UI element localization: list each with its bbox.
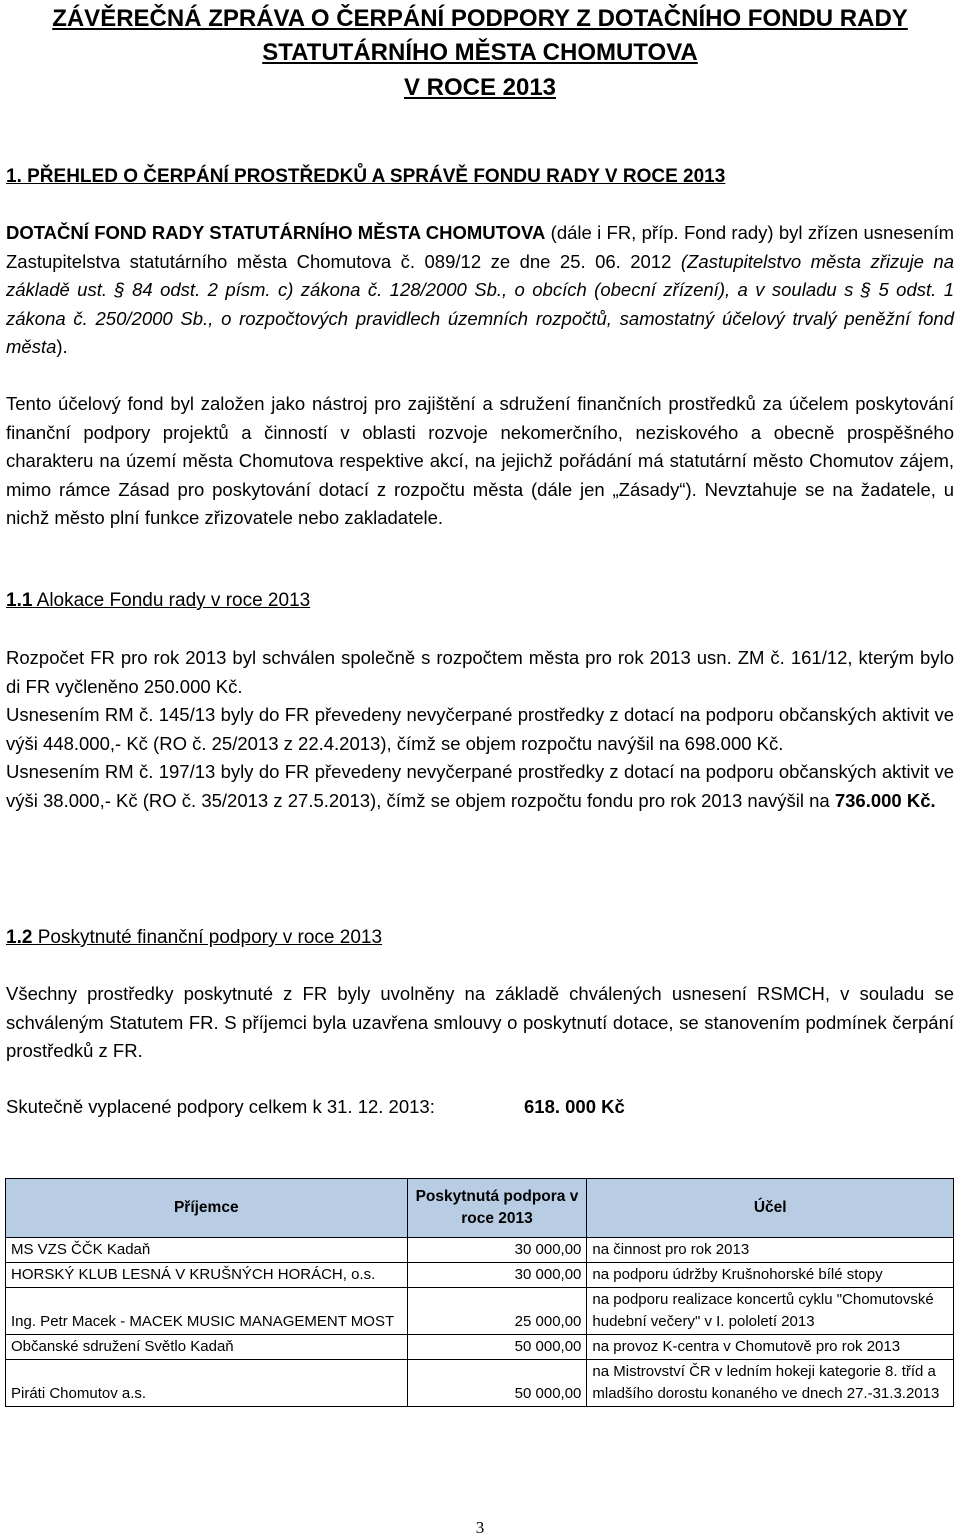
header-recipient: Příjemce <box>6 1179 408 1238</box>
cell-purpose: na Mistrovství ČR v ledním hokeji kategorie 8. tříd a mladšího dorostu konaného ve dnech 27.-31.3.2013 <box>587 1360 954 1407</box>
header-amount: Poskytnutá podpora v roce 2013 <box>407 1179 587 1238</box>
page-number: 3 <box>475 1518 485 1537</box>
total-paid-label: Skutečně vyplacené podpory celkem k 31. 12. 2013: <box>6 1096 435 1117</box>
cell-recipient: Ing. Petr Macek - MACEK MUSIC MANAGEMENT MOST <box>6 1288 408 1335</box>
section-1-1-heading: 1.1 Alokace Fondu rady v roce 2013 <box>6 590 311 611</box>
section-1-heading: 1. PŘEHLED O ČERPÁNÍ PROSTŘEDKŮ A SPRÁVĚ FONDU RADY V ROCE 2013 <box>6 166 726 187</box>
allocation-total: 736.000 Kč. <box>834 789 936 811</box>
table-row <box>6 1360 954 1407</box>
allocation-transfer-2: Usnesením RM č. 197/13 byly do FR převedeny nevyčerpané prostředky z dotací na podporu občanských aktivit ve výši 38.000,- Kč (RO č. 35/2013 z 27.5.2013), čímž se objem rozpočtu fondu pro rok 2013 navýšil na 736.000 Kč. <box>6 761 954 811</box>
cell-recipient: MS VZS ČČK Kadaň <box>6 1238 408 1263</box>
table-header-row <box>6 1179 954 1238</box>
allocation-budget: Rozpočet FR pro rok 2013 byl schválen společně s rozpočtem města pro rok 2013 usn. ZM č. 161/12, kterým bylo di FR vyčleněno 250.000 Kč. <box>6 647 954 697</box>
cell-recipient: Piráti Chomutov a.s. <box>6 1360 408 1407</box>
table-row <box>6 1335 954 1360</box>
cell-purpose: na provoz K-centra v Chomutově pro rok 2013 <box>587 1335 954 1360</box>
cell-recipient: Občanské sdružení Světlo Kadaň <box>6 1335 408 1360</box>
cell-amount: 30 000,00 <box>407 1263 587 1288</box>
allocation-paragraph <box>6 644 954 815</box>
purpose-paragraph: Tento účelový fond byl založen jako nástroj pro zajištění a sdružení finančních prostředků za účelem poskytování finanční podpory projektů a činností v oblasti rozvoje nekomerčního, neziskového a obecně prospěšného charakteru na území města Chomutova respektive akcí, na jejichž pořádání má statutární město Chomutov zájem, mimo rámce Zásad pro poskytování dotací z rozpočtu města (dále jen „Zásady“). Nevztahuje se na žadatele, u nichž město plní funkce zřizovatele nebo zakladatele. <box>6 393 954 528</box>
intro-text: (dále i FR, příp. Fond rady) byl zřízen usnesením Zastupitelstva statutárního města Chomutova č. 089/12 ze dne 25. 06. 2012 <box>6 222 954 272</box>
cell-purpose: na podporu údržby Krušnohorské bílé stopy <box>587 1263 954 1288</box>
cell-recipient: HORSKÝ KLUB LESNÁ V KRUŠNÝCH HORÁCH, o.s. <box>6 1263 408 1288</box>
total-paid-value: 618. 000 Kč <box>524 1096 625 1117</box>
intro-legal-basis: (Zastupitelstvo města zřizuje na základě ust. § 84 odst. 2 písm. c) zákona č. 128/2000 Sb., o obcích (obecní zřízení), a v souladu s § 5 odst. 1 zákona č. 250/2000 Sb., o rozpočtových pravidlech územních rozpočtů, samostatný účelový trvalý peněžní fond města <box>6 250 954 357</box>
intro-paragraph: DOTAČNÍ FOND RADY STATUTÁRNÍHO MĚSTA CHOMUTOVA (dále i FR, příp. Fond rady) byl zřízen usnesením Zastupitelstva statutárního města Chomutova č. 089/12 ze dne 25. 06. 2012 (Zastupitelstvo města zřizuje na základě ust. § 84 odst. 2 písm. c) zákona č. 128/2000 Sb., o obcích (obecní zřízení), a v souladu s § 5 odst. 1 zákona č. 250/2000 Sb., o rozpočtových pravidlech územních rozpočtů, samostatný účelový trvalý peněžní fond města). <box>6 222 954 357</box>
grants-table <box>5 1178 954 1407</box>
cell-purpose: na podporu realizace koncertů cyklu "Chomutovské hudební večery" v I. pololetí 2013 <box>587 1288 954 1335</box>
total-paid <box>6 1096 906 1118</box>
allocation-transfer-1: Usnesením RM č. 145/13 byly do FR převedeny nevyčerpané prostředky z dotací na podporu občanských aktivit ve výši 448.000,- Kč (RO č. 25/2013 z 22.4.2013), čímž se objem rozpočtu navýšil na 698.000 Kč. <box>6 704 954 754</box>
fund-name: DOTAČNÍ FOND RADY STATUTÁRNÍHO MĚSTA CHOMUTOVA <box>6 222 546 243</box>
cell-amount: 50 000,00 <box>407 1335 587 1360</box>
cell-amount: 25 000,00 <box>407 1288 587 1335</box>
report-title-line-2: STATUTÁRNÍHO MĚSTA CHOMUTOVA <box>262 39 698 66</box>
cell-amount: 30 000,00 <box>407 1238 587 1263</box>
cell-amount: 50 000,00 <box>407 1360 587 1407</box>
table-row <box>6 1263 954 1288</box>
header-purpose: Účel <box>587 1179 954 1238</box>
table-row <box>6 1238 954 1263</box>
cell-purpose: na činnost pro rok 2013 <box>587 1238 954 1263</box>
table-row <box>6 1288 954 1335</box>
section-1-2-heading: 1.2 Poskytnuté finanční podpory v roce 2013 <box>6 927 383 948</box>
grants-paragraph: Všechny prostředky poskytnuté z FR byly uvolněny na základě chválených usnesení RSMCH, v souladu se schváleným Statutem FR. S příjemci byla uzavřena smlouvy o poskytnutí dotace, se stanovením podmínek čerpání prostředků z FR. <box>6 983 954 1061</box>
report-title-line-1: ZÁVĚREČNÁ ZPRÁVA O ČERPÁNÍ PODPORY Z DOTAČNÍHO FONDU RADY <box>52 5 908 32</box>
report-title-line-3: V ROCE 2013 <box>403 74 557 101</box>
